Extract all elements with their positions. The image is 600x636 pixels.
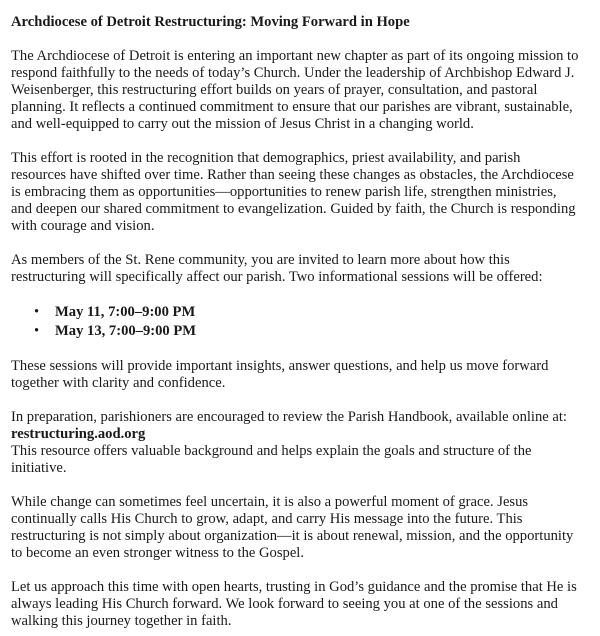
text-line: Let us approach this time with open hearts, trusting in God’s guidance and the promise that He is (11, 579, 577, 595)
paragraph-sessions (11, 358, 600, 392)
text-line: walking this journey together in faith. (11, 613, 232, 629)
session-item (11, 303, 600, 322)
text-line: As members of the St. Rene community, you are invited to learn more about how this (11, 252, 510, 268)
text-line: to become an even stronger witness to the Gospel. (11, 545, 305, 561)
text-line: The Archdiocese of Detroit is entering an important new chapter as part of its ongoing mission to (11, 48, 579, 64)
text-line: This resource offers valuable background and helps explain the goals and structure of the (11, 443, 532, 459)
text-line: and well-equipped to carry out the mission of Jesus Christ in a changing world. (11, 116, 474, 132)
text-line: always leading His Church forward. We look forward to seeing you at one of the sessions and (11, 596, 558, 612)
text-line: with courage and vision. (11, 218, 155, 234)
text-line: In preparation, parishioners are encouraged to review the Parish Handbook, available online at: (11, 409, 567, 425)
session-item (11, 322, 600, 341)
text-line: together with clarity and confidence. (11, 375, 226, 391)
text-line: restructuring is not simply about organization—it is about renewal, mission, and the opportunity (11, 528, 574, 544)
text-line: planning. It reflects a continued commitment to ensure that our parishes are vibrant, sustainable, (11, 99, 573, 115)
text-line: This effort is rooted in the recognition that demographics, priest availability, and parish (11, 150, 521, 166)
text-line: These sessions will provide important insights, answer questions, and help us move forward (11, 358, 549, 374)
session-date: May 11, 7:00–9:00 PM (55, 304, 196, 320)
session-list (11, 303, 600, 341)
document-title: Archdiocese of Detroit Restructuring: Moving Forward in Hope (11, 14, 410, 30)
paragraph-handbook (11, 409, 600, 477)
text-line: and deepen our shared commitment to evangelization. Guided by faith, the Church is responding (11, 201, 576, 217)
text-line: While change can sometimes feel uncertain, it is also a powerful moment of grace. Jesus (11, 494, 529, 510)
text-line: respond faithfully to the needs of today’s Church. Under the leadership of Archbishop Edward J. (11, 65, 575, 81)
text-line: resources have shifted over time. Rather than seeing these changes as obstacles, the Archdiocese (11, 167, 574, 183)
paragraph-grace (11, 494, 600, 562)
text-line: Weisenberger, this restructuring effort builds on years of prayer, consultation, and pastoral (11, 82, 538, 98)
text-line: initiative. (11, 460, 67, 476)
bullet-icon: • (34, 323, 40, 339)
text-line: continually calls His Church to grow, adapt, and carry His message into the future. This (11, 511, 523, 527)
text-line: is embracing them as opportunities—opportunities to renew parish life, strengthen ministries, (11, 184, 557, 200)
handbook-link[interactable]: restructuring.aod.org (11, 426, 146, 442)
paragraph-rationale (11, 150, 600, 235)
bullet-icon: • (34, 304, 40, 320)
paragraph-intro (11, 48, 600, 133)
session-date: May 13, 7:00–9:00 PM (55, 323, 197, 339)
paragraph-closing (11, 579, 600, 630)
paragraph-invitation (11, 252, 600, 286)
text-line: restructuring will specifically affect our parish. Two informational sessions will be offered: (11, 269, 543, 285)
